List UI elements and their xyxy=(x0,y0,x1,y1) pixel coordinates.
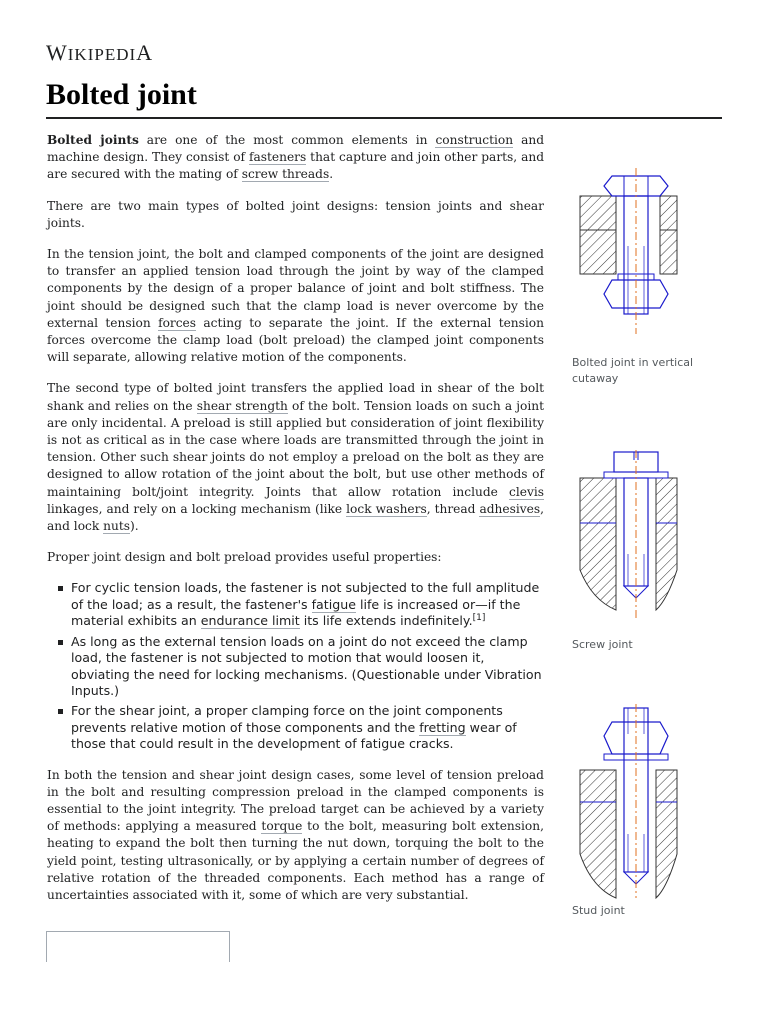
infobox-edge xyxy=(46,931,230,962)
page-title: Bolted joint xyxy=(46,78,197,111)
figure-bolted-joint[interactable] xyxy=(572,166,732,336)
paragraph-intro: Bolted joints are one of the most common elements in construction and machine design. They consist of fasteners that capture and join other parts, and are secured with the mating of screw threads. xyxy=(47,133,544,182)
paragraph-tension: In the tension joint, the bolt and clamped components of the joint are designed to transfer an applied tension load through the joint by way of the clamped components by the design of a proper balance of joint and bolt stiffness. The joint should be designed such that the clamp load is never overcome by the external tension forces acting to separate the joint. If the external tension forces overcome the clamp load (bolt preload) the clamped joint components will separate, allowing relative motion of the components. xyxy=(47,247,544,365)
paragraph-properties: Proper joint design and bolt preload provides useful properties: xyxy=(47,550,442,565)
link-fretting[interactable]: fretting xyxy=(419,719,466,735)
link-nuts[interactable]: nuts xyxy=(103,519,130,534)
title-divider xyxy=(46,117,722,119)
paragraph-preload: In both the tension and shear joint design cases, some level of tension preload in the bolt and resulting compression preload in the clamped components is essential to the joint integrity. The preload target can be achieved by a variety of methods: applying a measured torque to the bolt, measuring bolt extension, heating to expand the bolt then turning the nut down, torquing the bolt to the yield point, testing ultrasonically, or by applying a certain number of degrees of relative rotation of the threaded components. Each method has a range of uncertainties associated with it, some of which are very substantial. xyxy=(47,767,544,902)
properties-list xyxy=(47,580,544,752)
link-screw-threads[interactable]: screw threads xyxy=(241,167,330,182)
link-fatigue[interactable]: fatigue xyxy=(311,596,356,612)
link-lock-washers[interactable]: lock washers xyxy=(346,501,427,516)
paragraph-types: There are two main types of bolted joint designs: tension joints and shear joints. xyxy=(47,198,544,230)
link-fasteners[interactable]: fasteners xyxy=(248,150,307,165)
link-adhesives[interactable]: adhesives xyxy=(479,501,541,516)
link-forces[interactable]: forces xyxy=(158,315,197,330)
list-item: As long as the external tension loads on a joint do not exceed the clamp load, the fastener is not subjected to motion that would loosen it, obviating the need for locking mechanisms. (Questionable under Vibration Inputs.) xyxy=(71,634,544,700)
list-item: For the shear joint, a proper clamping force on the joint components prevents relative motion of those components and the fretting wear of those that could result in the development of fatigue cracks. xyxy=(71,703,544,752)
article-body xyxy=(47,132,544,918)
list-item: For cyclic tension loads, the fastener is not subjected to the full amplitude of the load; as a result, the fastener's fatigue life is increased or—if the material exhibits an endurance limit its life extends indefinitely.[1] xyxy=(71,580,544,629)
reference-1[interactable]: [1] xyxy=(472,613,486,624)
caption-screw-joint: Screw joint xyxy=(572,638,633,651)
figure-screw-joint[interactable] xyxy=(572,450,732,620)
caption-bolted-joint: Bolted joint in vertical cutaway xyxy=(572,356,694,385)
figure-stud-joint[interactable] xyxy=(572,704,732,900)
paragraph-shear: The second type of bolted joint transfers the applied load in shear of the bolt shank and relies on the shear strength of the bolt. Tension loads on such a joint are only incidental. A preload is still applied but consideration of joint flexibility is not as critical as in the case where loads are transmitted through the joint in tension. Other such shear joints do not employ a preload on the bolt as they are designed to allow rotation of the joint about the bolt, but use other methods of maintaining bolt/joint integrity. Joints that allow rotation include clevis linkages, and rely on a locking mechanism (like lock washers, thread adhesives, and lock nuts). xyxy=(47,381,545,534)
link-clevis[interactable]: clevis xyxy=(509,484,544,499)
link-endurance-limit[interactable]: endurance limit xyxy=(200,613,300,629)
wikipedia-wordmark[interactable]: WIKIPEDIA xyxy=(46,40,154,65)
screw-joint-drawing xyxy=(572,450,682,620)
stud-joint-drawing xyxy=(572,704,682,900)
caption-stud-joint: Stud joint xyxy=(572,904,625,917)
link-torque[interactable]: torque xyxy=(261,819,303,834)
link-construction[interactable]: construction xyxy=(435,133,514,147)
bolted-joint-drawing xyxy=(572,166,682,336)
link-shear-strength[interactable]: shear strength xyxy=(196,398,288,413)
